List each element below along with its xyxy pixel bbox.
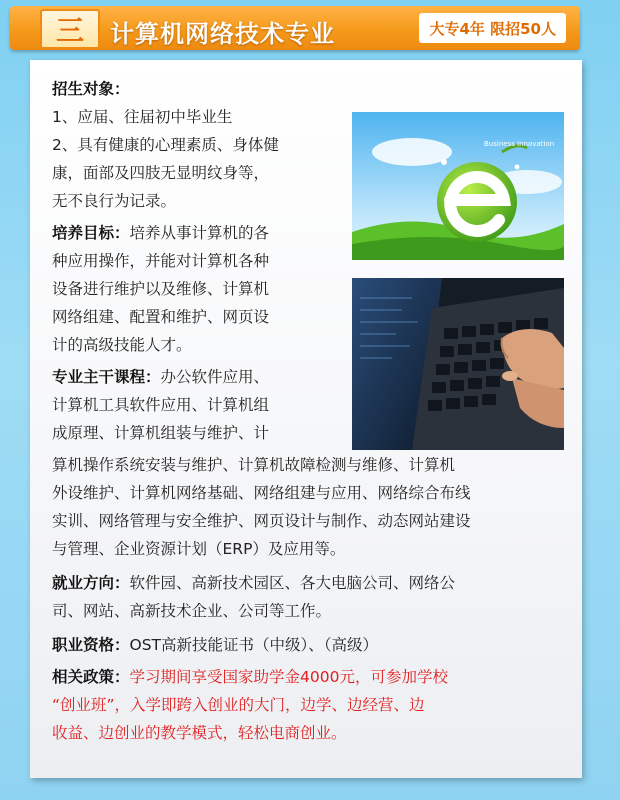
enroll-item-2-line-3: 无不良行为记录。 [52,192,177,210]
course-line-7: 与管理、企业资源计划（ERP）及应用等。 [52,540,346,558]
cert-line-1: 职业资格：OST高新技能证书（中级）、（高级） [52,636,379,654]
course-line-3: 成原理、计算机组装与维护、计 [52,424,270,442]
cert-label: 职业资格： [52,636,130,654]
course-line-1: 专业主干课程：办公软件应用、 [52,368,270,386]
laptop-keyboard-illustration [352,278,564,450]
course-line-6: 实训、网络管理与安全维护、网页设计与制作、动态网站建设 [52,512,471,530]
goal-line-3: 设备进行维护以及维修、计算机 [52,280,270,298]
goal-line-4: 网络组建、配置和维护、网页设 [52,308,270,326]
section-header [10,6,580,50]
enroll-item-1: 1、应届、往届初中毕业生 [52,108,233,126]
policy-label: 相关政策： [52,668,130,686]
job-line-1: 就业方向：软件园、高新技术园区、各大电脑公司、网络公 [52,574,456,592]
job-label: 就业方向： [52,574,130,592]
enrollment-badge: 大专4年 限招50人 [419,13,566,43]
eco-logo-caption: Business Innovation [484,140,555,148]
content-card [30,60,582,778]
policy-line-2: “创业班”，入学即跨入创业的大门，边学、边经营、边 [52,696,425,714]
course-line-5: 外设维护、计算机网络基础、网络组建与应用、网络综合布线 [52,484,471,502]
enroll-item-2-line-2: 康，面部及四肢无显明纹身等， [52,164,270,182]
enroll-label: 招生对象： [52,80,130,98]
policy-line-1: 相关政策：学习期间享受国家助学金4000元，可参加学校 [52,668,448,686]
job-line-2: 司、网站、高新技术企业、公司等工作。 [52,602,332,620]
course-label: 专业主干课程： [52,368,161,386]
eco-logo-photo [352,112,564,260]
course-line-2: 计算机工具软件应用、计算机组 [52,396,270,414]
goal-line-2: 种应用操作，并能对计算机各种 [52,252,270,270]
goal-line-1: 培养目标：培养从事计算机的各 [52,224,270,242]
eco-logo-illustration [352,112,564,260]
goal-label: 培养目标： [52,224,130,242]
section-number: 三 [40,9,100,49]
section-title: 计算机网络技术专业 [110,20,335,48]
goal-line-5: 计的高级技能人才。 [52,336,192,354]
course-line-4: 算机操作系统安装与维护、计算机故障检测与维修、计算机 [52,456,456,474]
laptop-typing-photo [352,278,564,450]
enroll-item-2-line-1: 2、具有健康的心理素质、身体健 [52,136,279,154]
policy-line-3: 收益、边创业的教学模式，轻松电商创业。 [52,724,347,742]
